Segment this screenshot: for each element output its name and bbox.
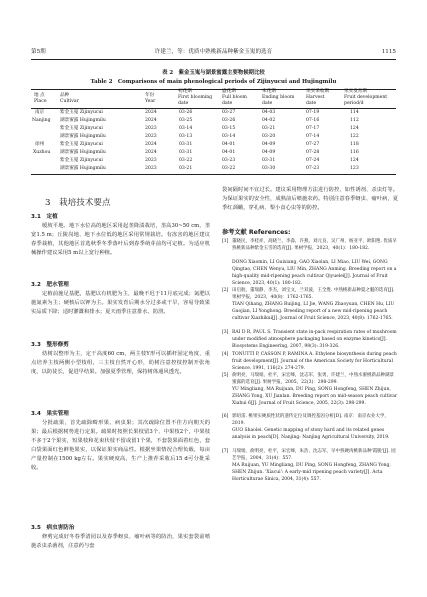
paragraph: 定植前施足基肥，基肥以有机肥为主，最晚不迟于11月底完成；氮肥以施氮素为主；硬核后以钾为主。果实发育后期水分过多或干旱，容易导致果实品质下降；适时灌溉和排水；夏天雨季注意排水、防涝。 — [31, 291, 210, 316]
subsection-title: 3.2 肥水管理 — [31, 282, 69, 288]
header-harvest: 果实采收期 Harvest date — [306, 89, 329, 106]
header-year: 年份 Year — [145, 93, 156, 104]
header-place: 地 点 Place — [34, 93, 47, 104]
issue-label: 第5期 — [31, 49, 46, 55]
header-ending-bloom: 末花期 Ending bloom date — [262, 89, 295, 106]
paragraph: 幼树以整形为主，定干高度60 cm，两主枝Y形可以插杆固定角度，重点培养主枝两侧小型枝组，三主枝自然开心形，幼树注意控枝控制开张角度，以防徒长，促进早结果。加强夏季管理，保持树体通风透光。 — [31, 351, 210, 376]
paragraph: 修剪完成好冬春季清园以及春季蚜虫、瘤叶病等的防治，果实套袋前喷施杀虫杀菌剂，注意药与套 — [31, 534, 210, 550]
page-number: 1115 — [381, 49, 396, 55]
header-rule — [31, 59, 396, 60]
header-first-bloom: 初花期 First blooming date — [178, 89, 213, 106]
section-title: 3 栽培技术要点 — [45, 198, 111, 208]
subsection-title: 3.4 果实管理 — [31, 411, 69, 417]
subsection-title: 3.3 整形修剪 — [31, 342, 69, 348]
header-fruit-development: 果实发育期 Fruit development period/d — [344, 89, 388, 106]
page: 第5期 许建兰，等：优质中熟桃新品种紫金玉嵬的选育 1115 表 2 紫金玉嵬与湖景蜜露主要物候期比较 Table 2 Comparisons of main phenological periods of Zijinyucui and Hujingmilu 地 点 Place 品种 Cultivar 年份 Year 初花期 First blooming date 盛花期 Full bloom date 末花期 Ending bloom date 果实采收期 Harvest date 果实发育期 Fruit development period/d 南京 紫金玉嵬 Zijinyucui 2024 03-26 03-27 04-03 07-19 114 Nanjing 湖景蜜露 Hujingmilu 2024 03-25 03-26 04-02 07-16 112 紫金玉嵬 Zijinyucui 2023 03-14 03-15 03-21 07-17 124 湖景蜜露 Hujingmilu 2023 03-13 03-14 03-20 07-14 122 徐州 紫金玉嵬 Zijinyucui 2024 03-31 04-01 04-09 07-27 118 Xuzhou 湖景蜜露 Hujingmilu 2024 03-31 04-01 04-09 07-28 116 紫金玉嵬 Zijinyucui 2023 03-22 03-23 03-31 07-24 124 湖景蜜露 Hujingmilu 2023 03-21 03-22 03-30 07-23 123 3 栽培技术要点 3.1 定植 缓坡平地、地下水位高的地区采用起垄降渍栽培，垄高30~50 cm，垄宽1.5 m；丘陵岗地、地下水位低的地区采用常规栽培。有冻害的地区建议春季栽植，其他地区首选秋季冬季落叶后到春季萌芽前均可定植。为适应机械操作建议采用5 m以上宽行种植。 3.2 肥水管理 定植前施足基肥，基肥以有机肥为主，最晚不迟于11月底完成；氮肥以施氮素为主；硬核后以钾为主。果实发育后期水分过多或干旱，容易导致果实品质下降；适时灌溉和排水；夏天雨季注意排水、防涝。 3.3 整形修剪 幼树以整形为主，定干高度60 cm，两主枝Y形可以插杆固定角度，重点培养主枝两侧小型枝组，三主枝自然开心形，幼树注意控枝控制开张角度，以防徒长，促进早结果。加强夏季管理，保持树体通风透光。 3.4 果实管理 分批疏果，首先疏除畸形果、病虫果；其次疏除位置不佳方向朝天的果；最后根据树势进行定果。疏果时按照长果枝留3个、中果枝2个，中果枝不多于2个果实，短果枝和花束状枝不留或留1个果，不套袋果面着红色，套白袋果面红色鲜艳果实，以保证果实商品性。根据坐果情况合理负载，每亩产量控制在1500 kg左右。果实硬度高，生产上推荐采收后15 d可分批采收。 3.5 病虫害防治 修剪完成好冬春季清园以及春季蚜虫、瘤叶病等的防治，果实套袋前喷施杀虫杀菌剂，注意药与套 袋间隔时间不宜过长。建议采用物理方法进行防控，如性诱剂、杀虫灯等。为保证果实的安全性，成熟前后喷施农药。特别注意春季蚜虫、瘤叶病，夏季红颈蛾，穿孔病、梨小食心虫等的防控。 参考文献 References: [1] 董晓民，李桂祥，高晓兰，李淼，许燕，刘元良，吴广州，杨亚平，欧阳艳. 优质早熟桃新品种紫金玉雪的选育[J]. 果树学报，2023，40(1)：180-182. DONG Xiaomin, LI Guixiang, GAO Xiaolan, LI Miao, LIU Wei, GONG Qingtao, CHEN Wenyu, LIU Min, ZHANG Anming. Breeding report on a high-quality mid-ripening peach cultivar Qiyuelei[J]. Journal of Fruit Science, 2023, 40(1): 180-182. [2] 田启航，董瑞静，李杰，刘宝文，兰双波，王全胜. 中熟桃新品种夏之魁的选育[J]. 果树学报，2023，40(8)：1762-1765. TIAN Qihang, ZHANG Ruijing, LI Jie, WANG Zhaoyuan, CHEN Hu, LIU Guojian, LI Yonghong. Breeding report of a new mid-ripening peach cultivar Xiazhikui[J]. Journal of Fruit Science, 2023, 40(8): 1762-1765. [3] RAI D R, PAUL S. Transient state in-pack respiration rates of mushroom under modified atmosphere packaging based on enzyme kinetics[J]. Biosystems Engineering, 2007, 98(3): 319-326. [4] TONUTTI P, CASSON P, RAMINA A. Ethylene biosynthesis during peach fruit development[J]. Journal of the American Society for Horticultural Science, 1991, 116(2): 274-279. [5] 俞明亮，马瑞娟，杜平，宋宏峰，沈志军，张勇，许建兰，中熟水蜜桃新品种湖景蜜露的选育[J]. 果树学报，2005，22(3)：298-299. YU Mingliang, MA Ruijuan, DU Ping, SONG Hongfeng, SHEN Zhijun, ZHANG Yong, XU Jianlan. Breeding report on mid-season peach cultivar Xiahui 6[J]. Journal of Fruit Science, 2005, 22(3): 298-299. [6] 郭绍雷. 桃果实硬质性状的遗传定位及调控基因分析[D]. 南京：南京农业大学，2019. GUO Shaolei. Genetic mapping of stony hard and its related genes analysis in peach[D]. Nanjing: Nanjing Agricultural University, 2019. [7] 马瑞娟，俞明亮，杜平，宋宏峰，朱浩，沈志军，早中熟硬肉桃新品种'霞脆'[J]. 园艺学报，2004，31(4)：557. MA Ruijuan, YU Mingliang, DU Ping, SONG Hongfeng, ZHANG Yong, SHEN Zhijun. 'Xiacui': A early-mid ripening peach variety[J]. Acta Horticulturae Sinica, 2004, 31(4): 557. — [0, 0, 427, 597]
references-heading: 参考文献 References: — [222, 229, 291, 236]
table-bottom-rule — [31, 174, 396, 175]
header-full-bloom: 盛花期 Full bloom date — [222, 89, 247, 106]
paragraph: 缓坡平地、地下水位高的地区采用起垄降渍栽培，垄高30~50 cm，垄宽1.5 m；丘陵岗地、地下水位低的地区采用常规栽培。有冻害的地区建议春季栽植，其他地区首选秋季冬季落叶后到春季萌芽前均可定植。为适应机械操作建议采用5 m以上宽行种植。 — [31, 223, 210, 257]
subsection-title: 3.5 病虫害防治 — [31, 525, 75, 531]
paragraph: 袋间隔时间不宜过长。建议采用物理方法进行防控，如性诱剂、杀虫灯等。为保证果实的安全性，成熟前后喷施农药。特别注意春季蚜虫、瘤叶病，夏季红颈蛾，穿孔病、梨小食心虫等的防控。 — [222, 187, 398, 212]
subsection-title: 3.1 定植 — [31, 214, 58, 220]
table-top-rule — [31, 89, 396, 90]
table-caption-en: Table 2 Comparisons of main phenological periods of Zijinyucui and Hujingmilu — [90, 79, 337, 85]
table-caption-cn: 表 2 紫金玉嵬与湖景蜜露主要物候期比较 — [162, 70, 265, 76]
paragraph: 分批疏果，首先疏除畸形果、病虫果；其次疏除位置不佳方向朝天的果；最后根据树势进行定果。疏果时按照长果枝留3个、中果枝2个，中果枝不多于2个果实，短果枝和花束状枝不留或留1个果，不套袋果面着红色，套白袋果面红色鲜艳果实，以保证果实商品性。根据坐果情况合理负载，每亩产量控制在1500 kg左右。果实硬度高，生产上推荐采收后15 d可分批采收。 — [31, 420, 210, 472]
running-header — [31, 46, 396, 58]
running-title: 许建兰，等：优质中熟桃新品种紫金玉嵬的选育 — [154, 49, 273, 55]
header-cultivar: 品种 Cultivar — [60, 93, 79, 104]
